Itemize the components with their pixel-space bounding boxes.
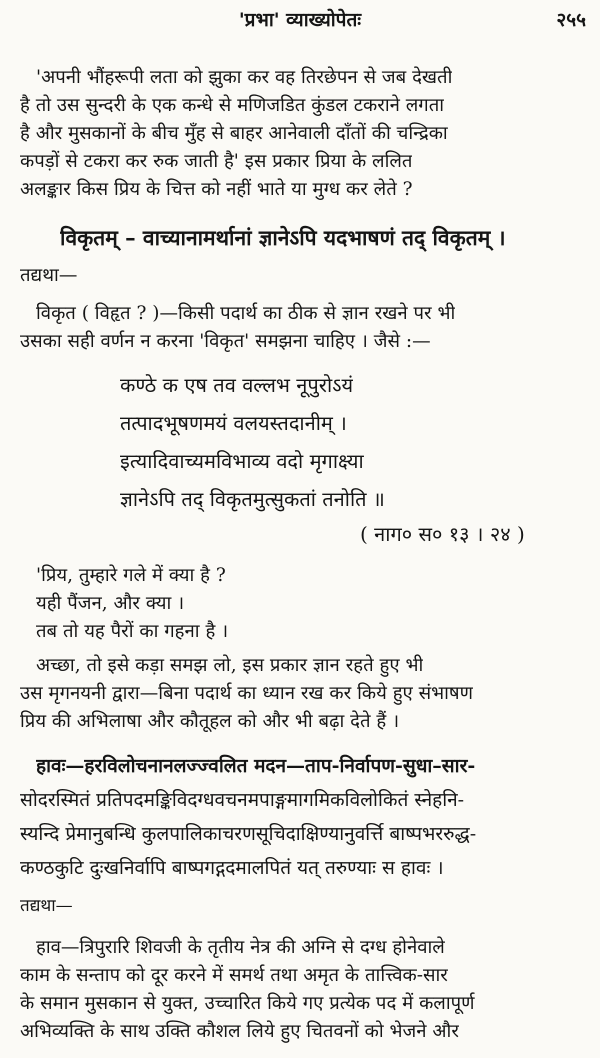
definition-heading: विकृतम् – वाच्यानामर्थानां ज्ञानेऽपि यदभाषणं तद् विकृतम् ।	[60, 225, 506, 250]
page-number: २५५	[556, 9, 586, 31]
text-line: 'अपनी भौंहरूपी लता को झुका कर वह तिरछेपन से जब देखती	[36, 67, 453, 88]
verse-line: तत्पादभूषणमयं वलयस्तदानीम् ।	[120, 411, 347, 435]
tadyatha-label: तद्यथा—	[20, 896, 73, 916]
verse-reference: ( नाग० स० १३ । २४ )	[360, 522, 525, 546]
text-line: है और मुसकानों के बीच मुँह से बाहर आनेवाली दाँतों की चन्द्रिका	[20, 123, 448, 144]
text-line: विकृत ( विहृत ? )—किसी पदार्थ का ठीक से ज्ञान रखने पर भी	[36, 303, 456, 324]
text-line: के समान मुसकान से युक्त, उच्चारित किये गए प्रत्येक पद में कलापूर्ण	[20, 993, 475, 1014]
text-line: हावः—हरविलोचनानलज्ज्वलित मदन—ताप-निर्वापण-सुधा–सार-	[36, 755, 476, 777]
text-line: उस मृगनयनी द्वारा—बिना पदार्थ का ध्यान रख कर किये हुए संभाषण	[20, 683, 474, 704]
text-line: अलङ्कार किस प्रिय के चित्त को नहीं भाते या मुग्ध कर लेते ?	[20, 179, 413, 200]
text-line: प्रिय की अभिलाषा और कौतूहल को और भी बढ़ा देते हैं ।	[20, 711, 400, 732]
verse-line: इत्यादिवाच्यमविभाव्य वदो मृगाक्ष्या	[120, 449, 364, 473]
dialogue-line: यही पैंजन, और क्या ।	[36, 593, 185, 614]
text-line: हाव—त्रिपुरारि शिवजी के तृतीय नेत्र की अग्नि से दग्ध होनेवाले	[36, 937, 445, 958]
text-line: काम के सन्ताप को दूर करने में समर्थ तथा अमृत के तात्त्विक-सार	[20, 965, 448, 986]
text-line: अच्छा, तो इसे कड़ा समझ लो, इस प्रकार ज्ञान रहते हुए भी	[36, 655, 424, 676]
page-header	[0, 4, 600, 34]
text-line: स्यन्दि प्रेमानुबन्धि कुलपालिकाचरणसूचिदाक्षिण्यानुवर्त्ति बाष्पभररुद्ध-	[20, 823, 477, 845]
text-line: कण्ठकुटि दुःखनिर्वापि बाष्पगद्गदमालपितं यत् तरुण्याः स हावः ।	[20, 857, 444, 879]
running-title: 'प्रभा' व्याख्योपेतः	[238, 9, 362, 31]
text-line: सोदरस्मितं प्रतिपदमङ्किविदग्धवचनमपाङ्गमागमिकविलोकितं स्नेहनि-	[20, 789, 465, 811]
verse-line: कण्ठे क एष तव वल्लभ नूपुरोऽयं	[120, 373, 354, 397]
text-line: उसका सही वर्णन न करना 'विकृत' समझना चाहिए । जैसे :—	[20, 331, 431, 352]
tadyatha-label: तद्यथा—	[20, 265, 78, 286]
dialogue-line: तब तो यह पैरों का गहना है ।	[36, 621, 229, 642]
text-line: है तो उस सुन्दरी के एक कन्धे से मणिजडित कुंडल टकराने लगता	[20, 95, 445, 116]
verse-line: ज्ञानेऽपि तद् विकृतमुत्सुकतां तनोति ॥	[120, 487, 385, 511]
text-line: कपड़ों से टकरा कर रुक जाती है' इस प्रकार प्रिया के ललित	[20, 151, 413, 172]
text-line: अभिव्यक्ति के साथ उक्ति कौशल लिये हुए चितवनों को भेजने और	[20, 1021, 459, 1042]
dialogue-line: 'प्रिय, तुम्हारे गले में क्या है ?	[36, 565, 226, 586]
